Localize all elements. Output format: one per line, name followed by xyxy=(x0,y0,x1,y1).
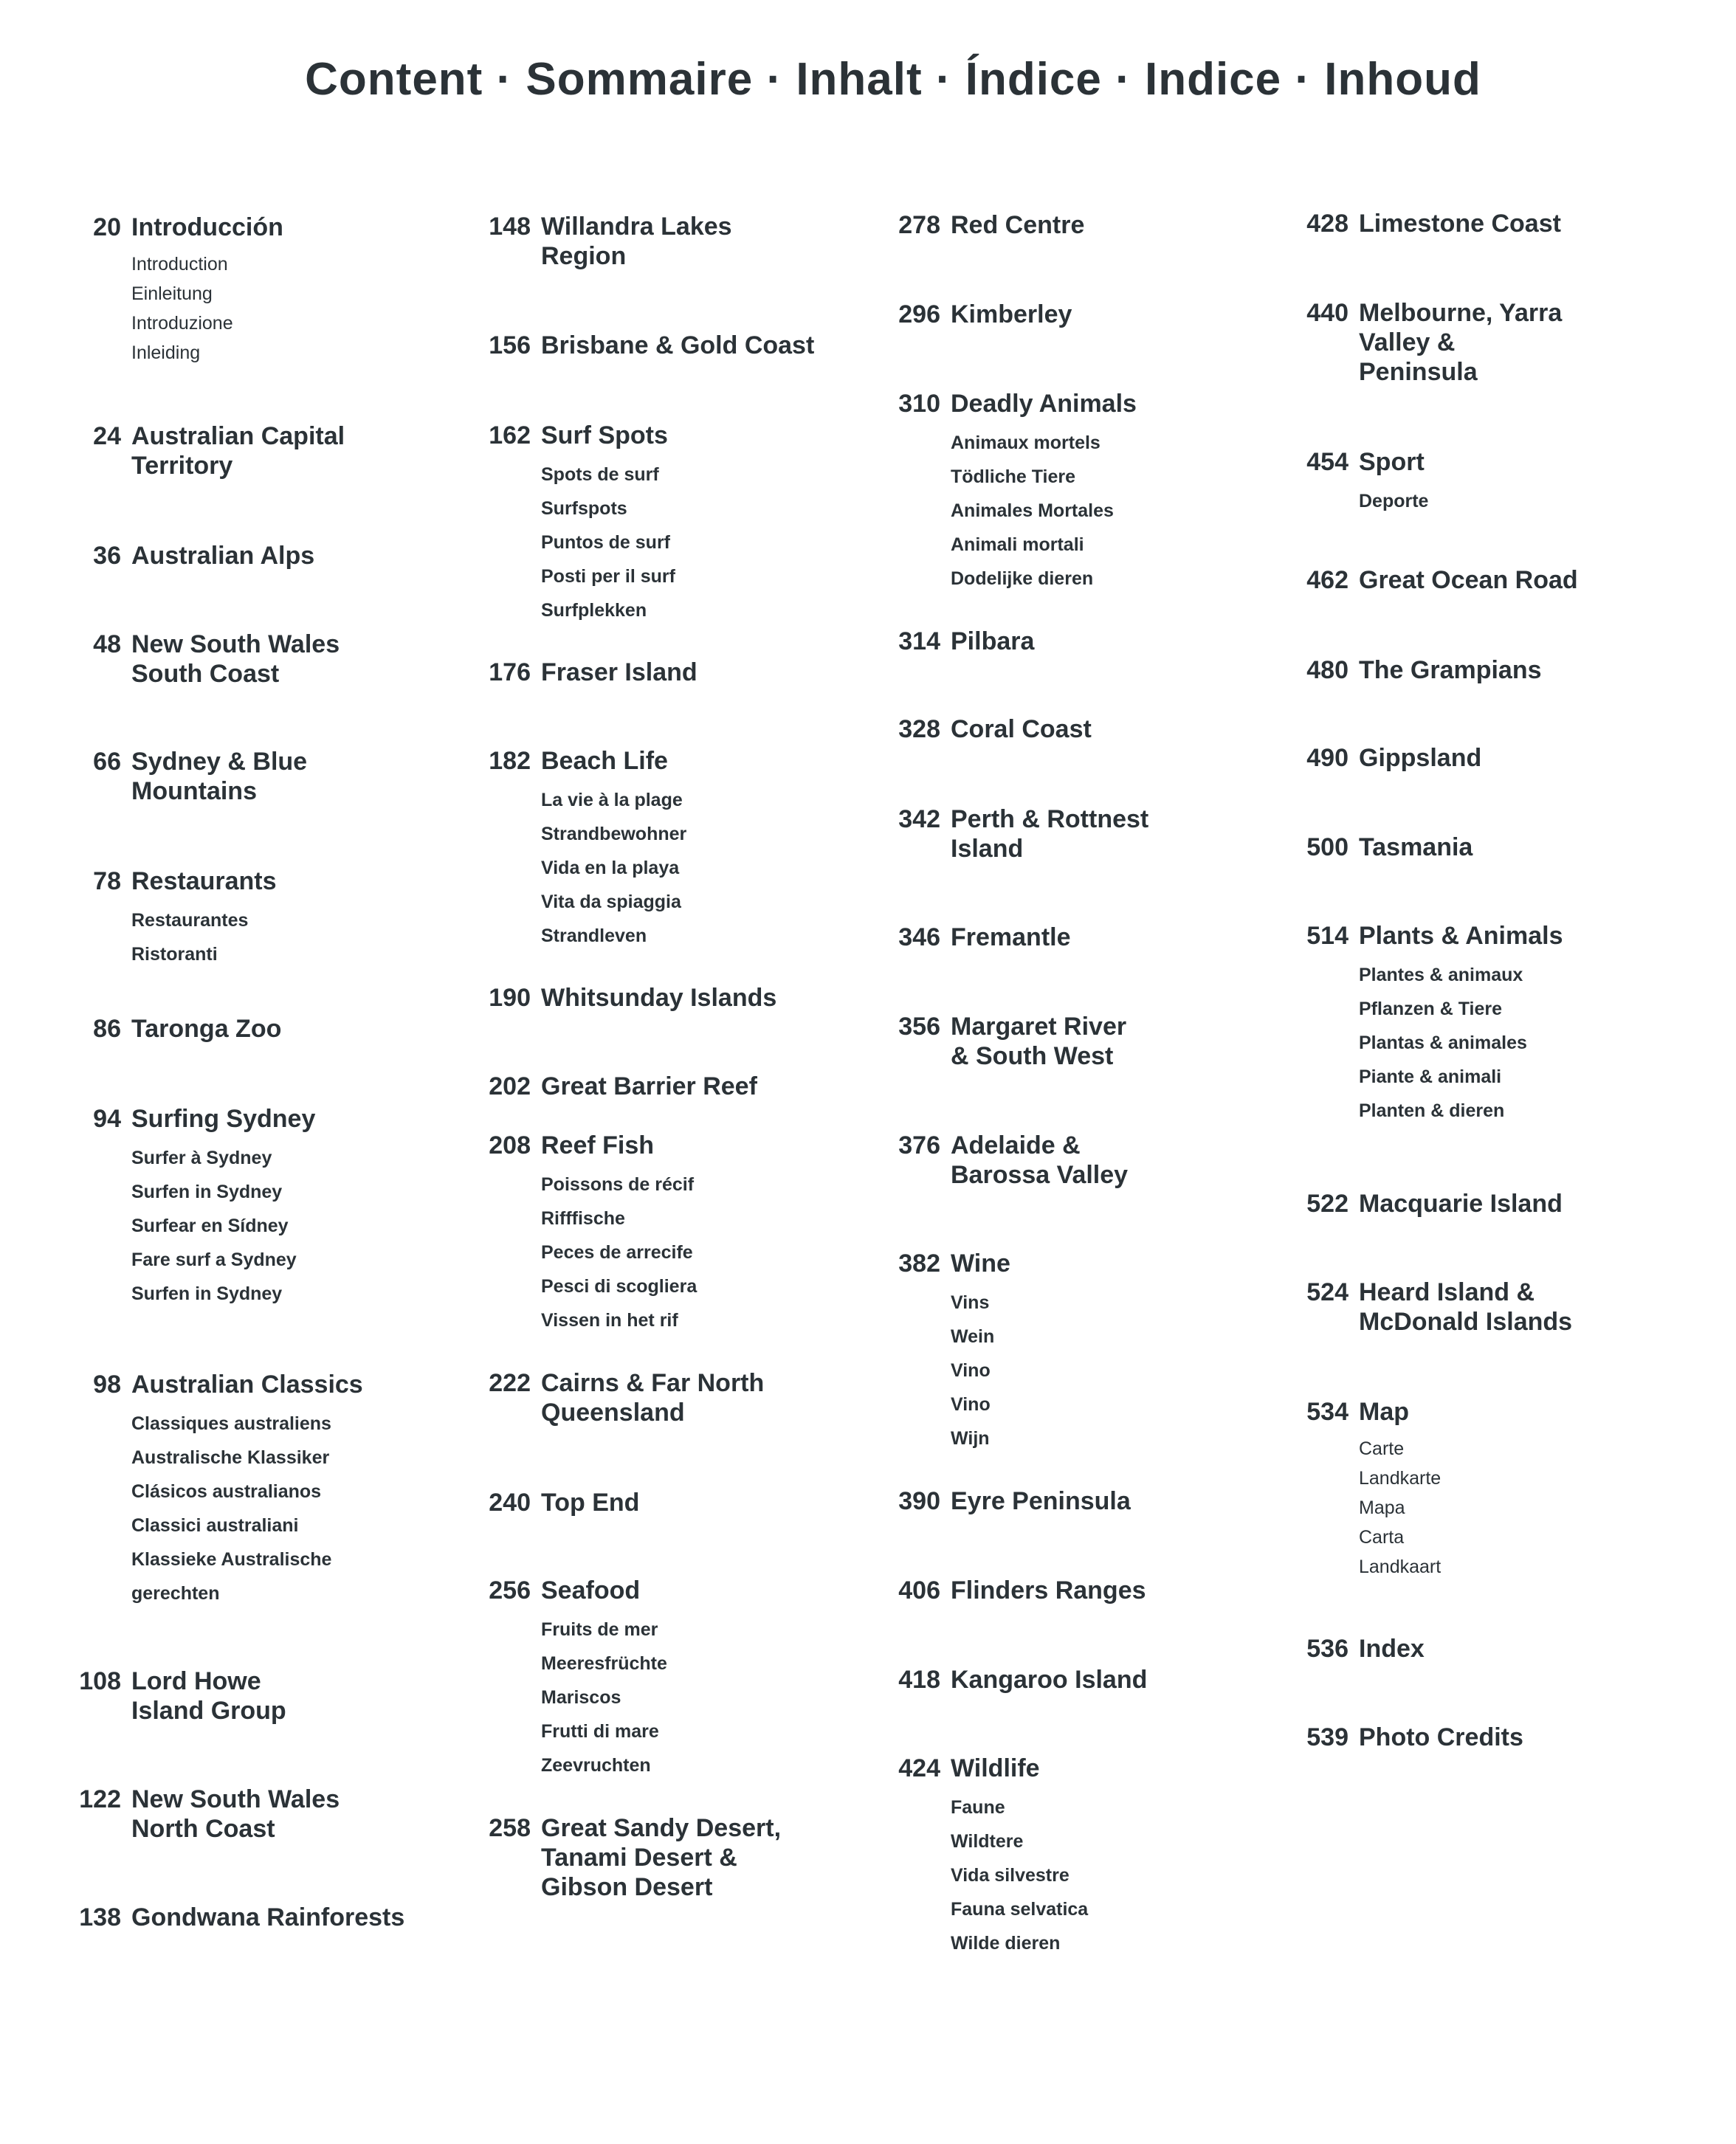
page-number: 296 xyxy=(898,300,940,328)
entry-title: Plants & Animals xyxy=(1359,922,1563,950)
page-number: 428 xyxy=(1306,210,1348,238)
entry-title: Wildlife xyxy=(951,1754,1040,1782)
translation: Posti per il surf xyxy=(541,566,675,587)
entry-title: Fremantle xyxy=(951,923,1071,951)
page-number: 94 xyxy=(93,1105,121,1133)
toc-entry xyxy=(898,210,1085,240)
page-number: 190 xyxy=(489,984,531,1012)
entry-title: Australian Capital xyxy=(131,422,345,450)
toc-entry xyxy=(489,1576,667,1782)
entry-title: Margaret River xyxy=(951,1013,1127,1041)
page-number: 24 xyxy=(93,422,121,450)
entry-title: Gibson Desert xyxy=(541,1873,713,1901)
translations-list xyxy=(951,1286,1010,1455)
translation: Peces de arrecife xyxy=(541,1242,693,1263)
translations-list xyxy=(131,1141,315,1311)
toc-entry xyxy=(898,389,1137,596)
entry-title: Seafood xyxy=(541,1576,641,1604)
entry-title: Top End xyxy=(541,1489,640,1517)
toc-entry xyxy=(489,1072,757,1101)
page-number: 406 xyxy=(898,1576,940,1604)
entry-title: Territory xyxy=(131,452,233,480)
entry-title: Great Barrier Reef xyxy=(541,1072,757,1100)
page-number: 480 xyxy=(1306,656,1348,684)
entry-title: Red Centre xyxy=(951,211,1085,239)
page-number: 48 xyxy=(93,630,121,658)
page-number: 256 xyxy=(489,1576,531,1604)
toc-entry xyxy=(93,1104,316,1311)
translation: Zeevruchten xyxy=(541,1755,651,1776)
entry-title: Restaurants xyxy=(131,867,277,895)
translation: Wilde dieren xyxy=(951,1933,1061,1954)
toc-entry xyxy=(489,746,687,953)
translation: Australische Klassiker xyxy=(131,1447,330,1468)
page-number: 98 xyxy=(93,1371,121,1399)
translation: Classici australiani xyxy=(131,1515,299,1536)
page-number: 424 xyxy=(898,1754,940,1782)
entry-title: Great Ocean Road xyxy=(1359,566,1578,594)
page-number: 524 xyxy=(1306,1278,1348,1306)
toc-entry xyxy=(1306,833,1473,862)
entry-title: Heard Island & xyxy=(1359,1278,1535,1306)
toc-entry xyxy=(1306,1634,1425,1664)
translation: Mapa xyxy=(1359,1497,1405,1518)
translation: Fauna selvatica xyxy=(951,1899,1089,1920)
translation: Planten & dieren xyxy=(1359,1100,1505,1121)
translation: Tödliche Tiere xyxy=(951,466,1076,487)
entry-title: Brisbane & Gold Coast xyxy=(541,331,815,359)
translation: gerechten xyxy=(131,1583,220,1604)
toc-entry xyxy=(1306,921,1563,1128)
page-number: 156 xyxy=(489,331,531,359)
toc-entry xyxy=(898,1486,1131,1516)
translation: Inleiding xyxy=(131,342,201,363)
toc-entry xyxy=(489,331,815,360)
translation: Surfplekken xyxy=(541,600,647,621)
entry-title: Gondwana Rainforests xyxy=(131,1903,405,1931)
translation: Carta xyxy=(1359,1527,1405,1548)
page-number: 390 xyxy=(898,1487,940,1515)
entry-title: Valley & xyxy=(1359,328,1456,356)
toc-entry xyxy=(93,1370,363,1610)
translation: Introduzione xyxy=(131,313,233,334)
translation: Wildtere xyxy=(951,1831,1024,1852)
translation: Surfer à Sydney xyxy=(131,1148,272,1168)
translation: Frutti di mare xyxy=(541,1721,659,1742)
translations-list xyxy=(541,783,686,953)
translations-list xyxy=(541,458,675,627)
page-number: 500 xyxy=(1306,833,1348,861)
translation: Fruits de mer xyxy=(541,1619,658,1640)
page-number: 356 xyxy=(898,1013,940,1041)
entry-title: Island xyxy=(951,835,1024,863)
page-number: 490 xyxy=(1306,744,1348,772)
page-number: 208 xyxy=(489,1131,531,1159)
entry-title: Surfing Sydney xyxy=(131,1105,316,1133)
translation: Animali mortali xyxy=(951,534,1084,555)
entry-title: Sydney & Blue xyxy=(131,748,308,776)
page-number: 278 xyxy=(898,211,940,239)
entry-title: Index xyxy=(1359,1635,1425,1663)
toc-entry xyxy=(1306,209,1561,238)
page-number: 536 xyxy=(1306,1635,1348,1663)
translation: Wijn xyxy=(951,1428,990,1449)
page-number: 462 xyxy=(1306,566,1348,594)
toc-entry xyxy=(898,1249,1010,1455)
entry-title: Reef Fish xyxy=(541,1131,655,1159)
entry-title: South Coast xyxy=(131,660,280,688)
entry-title: Map xyxy=(1359,1398,1409,1426)
page-number: 440 xyxy=(1306,299,1348,327)
toc-entry xyxy=(898,1576,1146,1605)
toc-entry xyxy=(489,983,777,1013)
toc-entry xyxy=(1306,565,1578,595)
translation: Surfen in Sydney xyxy=(131,1283,283,1304)
entry-title: Deadly Animals xyxy=(951,390,1137,418)
toc-entry xyxy=(489,1131,698,1337)
page-number: 314 xyxy=(898,627,940,655)
page-number: 240 xyxy=(489,1489,531,1517)
translation: Surfear en Sídney xyxy=(131,1216,289,1236)
translation: Mariscos xyxy=(541,1687,621,1708)
page-number: 534 xyxy=(1306,1398,1348,1426)
translation: Landkaart xyxy=(1359,1557,1442,1577)
page-number: 148 xyxy=(489,213,531,241)
translation: Carte xyxy=(1359,1438,1405,1459)
toc-entry xyxy=(898,1665,1148,1695)
toc-entry xyxy=(93,866,277,971)
page-number: 376 xyxy=(898,1131,940,1159)
toc-entry xyxy=(93,1014,282,1044)
toc-entry xyxy=(898,627,1035,656)
entry-title: Great Sandy Desert, xyxy=(541,1814,782,1842)
translation: Vino xyxy=(951,1394,991,1415)
translation: Piante & animali xyxy=(1359,1066,1502,1087)
translation: Vino xyxy=(951,1360,991,1381)
page-number: 342 xyxy=(898,805,940,833)
translations-list xyxy=(131,1407,363,1610)
toc-entry xyxy=(79,1903,405,1932)
toc-entry xyxy=(489,1488,640,1517)
translations-list xyxy=(541,1168,697,1337)
entry-title: & South West xyxy=(951,1042,1114,1070)
translations-list xyxy=(131,249,283,368)
page-number: 78 xyxy=(93,867,121,895)
page-number: 328 xyxy=(898,715,940,743)
translations-list xyxy=(131,903,277,971)
page-number: 258 xyxy=(489,1814,531,1842)
entry-title: New South Wales xyxy=(131,630,340,658)
translation: Einleitung xyxy=(131,283,213,304)
entry-title: Eyre Peninsula xyxy=(951,1487,1131,1515)
translations-list xyxy=(1359,958,1563,1128)
toc-entry xyxy=(489,421,675,627)
toc-entry xyxy=(489,1813,782,1902)
translation: Plantes & animaux xyxy=(1359,965,1523,985)
translation: Landkarte xyxy=(1359,1468,1442,1489)
entry-title: Coral Coast xyxy=(951,715,1092,743)
translation: Vissen in het rif xyxy=(541,1310,678,1331)
translation: Deporte xyxy=(1359,491,1429,511)
page-number: 514 xyxy=(1306,922,1348,950)
toc-entry xyxy=(1306,743,1482,773)
toc-entry xyxy=(489,212,732,271)
translation: Rifffische xyxy=(541,1208,625,1229)
page-number: 122 xyxy=(79,1785,121,1813)
page-number: 346 xyxy=(898,923,940,951)
page-title: Content · Sommaire · Inhalt · Índice · Indice · Inhoud xyxy=(305,54,1481,105)
entry-title: Willandra Lakes xyxy=(541,213,732,241)
toc-entry xyxy=(93,630,340,689)
toc-entry xyxy=(1306,447,1429,518)
translation: Vida silvestre xyxy=(951,1865,1070,1886)
toc-entry xyxy=(79,1785,340,1844)
toc-entry xyxy=(898,923,1071,952)
entry-title: Kangaroo Island xyxy=(951,1666,1148,1694)
entry-title: Macquarie Island xyxy=(1359,1190,1563,1218)
entry-title: Australian Classics xyxy=(131,1371,363,1399)
translation: Pesci di scogliera xyxy=(541,1276,698,1297)
entry-title: Gippsland xyxy=(1359,744,1482,772)
entry-title: Tanami Desert & xyxy=(541,1844,737,1872)
page-number: 20 xyxy=(93,213,121,241)
translation: Clásicos australianos xyxy=(131,1481,322,1502)
entry-title: Sport xyxy=(1359,448,1425,476)
entry-title: Fraser Island xyxy=(541,658,698,686)
entry-title: Region xyxy=(541,242,627,270)
entry-title: Cairns & Far North xyxy=(541,1369,765,1397)
entry-title: Limestone Coast xyxy=(1359,210,1561,238)
page-number: 454 xyxy=(1306,448,1348,476)
translation: Animaux mortels xyxy=(951,432,1100,453)
entry-title: Lord Howe xyxy=(131,1667,261,1695)
translation: Fare surf a Sydney xyxy=(131,1249,297,1270)
entry-title: North Coast xyxy=(131,1815,275,1843)
translation: Surfspots xyxy=(541,498,627,519)
entry-title: Taronga Zoo xyxy=(131,1015,282,1043)
translation: Strandbewohner xyxy=(541,824,687,844)
toc-entry xyxy=(79,1666,286,1726)
translation: Classiques australiens xyxy=(131,1413,331,1434)
translation: Pflanzen & Tiere xyxy=(1359,999,1503,1019)
entry-title: Pilbara xyxy=(951,627,1035,655)
entry-title: Kimberley xyxy=(951,300,1072,328)
translation: Vida en la playa xyxy=(541,858,680,878)
toc-entry xyxy=(93,541,315,571)
entry-title: Tasmania xyxy=(1359,833,1473,861)
page-number: 418 xyxy=(898,1666,940,1694)
toc-entry xyxy=(898,1754,1089,1960)
entry-title: Introducción xyxy=(131,213,283,241)
toc-entry xyxy=(898,1131,1129,1190)
toc-entry xyxy=(1306,1397,1442,1582)
translation: Poissons de récif xyxy=(541,1174,695,1195)
entry-title: Perth & Rottnest xyxy=(951,805,1149,833)
entry-title: Barossa Valley xyxy=(951,1161,1129,1189)
translation: Vins xyxy=(951,1292,990,1313)
page-number: 222 xyxy=(489,1369,531,1397)
toc-entry xyxy=(898,1012,1127,1071)
toc-entry xyxy=(898,714,1092,744)
toc-entry xyxy=(93,421,345,480)
entry-title: Island Group xyxy=(131,1697,286,1725)
entry-title: Australian Alps xyxy=(131,542,315,570)
entry-title: Peninsula xyxy=(1359,358,1478,386)
toc-entry xyxy=(489,658,698,687)
entry-title: McDonald Islands xyxy=(1359,1308,1573,1336)
page-number: 522 xyxy=(1306,1190,1348,1218)
toc-entry xyxy=(898,300,1072,329)
toc-entry xyxy=(1306,1189,1563,1219)
translation: Puntos de surf xyxy=(541,532,671,553)
entry-title: Melbourne, Yarra xyxy=(1359,299,1563,327)
page-number: 66 xyxy=(93,748,121,776)
translation: Introduction xyxy=(131,254,228,275)
translations-list xyxy=(1359,1434,1441,1582)
translation: Meeresfrüchte xyxy=(541,1653,667,1674)
translation: Strandleven xyxy=(541,925,647,946)
page-number: 108 xyxy=(79,1667,121,1695)
toc-entry xyxy=(489,1368,765,1427)
translation: Vita da spiaggia xyxy=(541,892,681,912)
page-number: 182 xyxy=(489,747,531,775)
translations-list xyxy=(951,426,1137,596)
page-number: 382 xyxy=(898,1249,940,1278)
entry-title: New South Wales xyxy=(131,1785,340,1813)
translation: Faune xyxy=(951,1797,1005,1818)
entry-title: Adelaide & xyxy=(951,1131,1081,1159)
toc-entry xyxy=(1306,298,1563,387)
toc-entry xyxy=(1306,1278,1573,1337)
page-number: 310 xyxy=(898,390,940,418)
translation: Klassieke Australische xyxy=(131,1549,332,1570)
translations-list xyxy=(951,1790,1088,1960)
toc-entry xyxy=(1306,1723,1523,1752)
page-number: 36 xyxy=(93,542,121,570)
toc-entry xyxy=(1306,655,1542,685)
page-number: 162 xyxy=(489,421,531,449)
page-number: 539 xyxy=(1306,1723,1348,1751)
entry-title: Queensland xyxy=(541,1399,685,1427)
entry-title: Photo Credits xyxy=(1359,1723,1523,1751)
translation: Wein xyxy=(951,1326,995,1347)
page-number: 138 xyxy=(79,1903,121,1931)
translation: Spots de surf xyxy=(541,464,659,485)
translation: Plantas & animales xyxy=(1359,1033,1527,1053)
entry-title: The Grampians xyxy=(1359,656,1542,684)
toc-entry xyxy=(93,747,308,806)
translation: Surfen in Sydney xyxy=(131,1182,283,1202)
toc-entry xyxy=(93,213,283,368)
entry-title: Wine xyxy=(951,1249,1010,1278)
translation: Restaurantes xyxy=(131,910,249,931)
entry-title: Flinders Ranges xyxy=(951,1576,1146,1604)
translation: Dodelijke dieren xyxy=(951,568,1094,589)
page-number: 86 xyxy=(93,1015,121,1043)
translations-list xyxy=(1359,484,1428,518)
page-number: 202 xyxy=(489,1072,531,1100)
entry-title: Beach Life xyxy=(541,747,668,775)
entry-title: Whitsunday Islands xyxy=(541,984,777,1012)
toc-entry xyxy=(898,804,1149,864)
translation: La vie à la plage xyxy=(541,790,683,810)
translations-list xyxy=(541,1613,667,1782)
translation: Animales Mortales xyxy=(951,500,1114,521)
entry-title: Surf Spots xyxy=(541,421,668,449)
translation: Ristoranti xyxy=(131,944,218,965)
page-number: 176 xyxy=(489,658,531,686)
entry-title: Mountains xyxy=(131,777,257,805)
